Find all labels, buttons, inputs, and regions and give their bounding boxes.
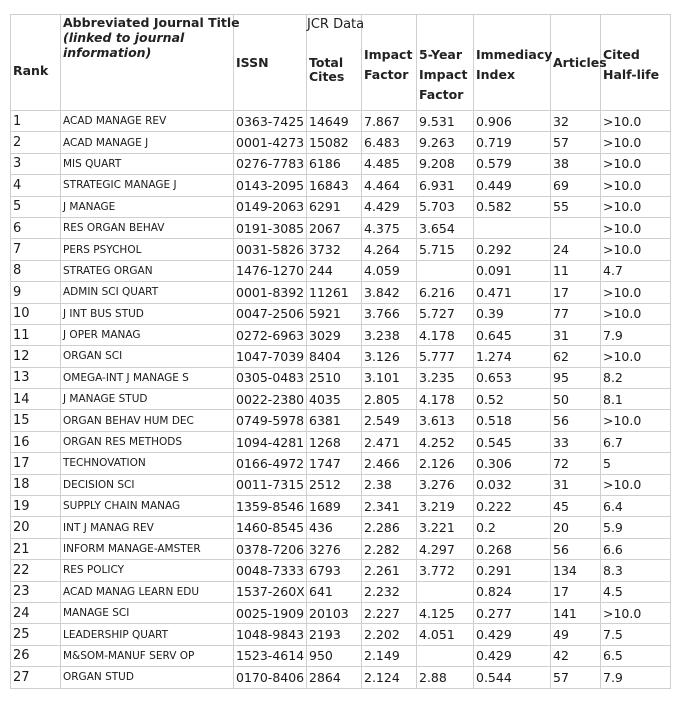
immediacy-index-cell: 0.824 xyxy=(474,581,551,602)
immediacy-index-cell: 0.032 xyxy=(474,474,551,495)
journal-title-link[interactable]: ADMIN SCI QUART xyxy=(61,282,234,303)
table-row xyxy=(11,282,671,303)
articles-cell: 62 xyxy=(551,346,601,367)
journal-title-link[interactable]: PERS PSYCHOL xyxy=(61,239,234,260)
impact-factor-cell: 2.38 xyxy=(362,474,417,495)
five-year-impact-cell: 6.931 xyxy=(417,175,474,196)
rank-cell: 5 xyxy=(11,196,61,217)
articles-cell: 134 xyxy=(551,560,601,581)
impact-factor-cell: 2.124 xyxy=(362,667,417,688)
journal-title-link[interactable]: MIS QUART xyxy=(61,153,234,174)
cited-half-life-cell: 8.3 xyxy=(601,560,671,581)
issn-cell: 0276-7783 xyxy=(234,153,307,174)
issn-cell: 0272-6963 xyxy=(234,324,307,345)
rank-cell: 22 xyxy=(11,560,61,581)
total-cites-cell: 15082 xyxy=(307,132,362,153)
journal-title-link[interactable]: ORGAN BEHAV HUM DEC xyxy=(61,410,234,431)
immediacy-index-cell: 0.268 xyxy=(474,538,551,559)
immediacy-index-cell: 0.579 xyxy=(474,153,551,174)
impact-factor-cell: 3.766 xyxy=(362,303,417,324)
issn-cell: 1460-8545 xyxy=(234,517,307,538)
journal-title-link[interactable]: ORGAN SCI xyxy=(61,346,234,367)
journal-title-link[interactable]: M&SOM-MANUF SERV OP xyxy=(61,645,234,666)
articles-cell: 50 xyxy=(551,389,601,410)
total-cites-cell: 1747 xyxy=(307,453,362,474)
five-year-impact-cell: 5.777 xyxy=(417,346,474,367)
five-year-impact-cell: 3.654 xyxy=(417,217,474,238)
impact-factor-cell: 4.059 xyxy=(362,260,417,281)
immediacy-index-cell: 0.277 xyxy=(474,602,551,623)
total-cites-cell: 641 xyxy=(307,581,362,602)
issn-cell: 0378-7206 xyxy=(234,538,307,559)
cited-half-life-cell: 4.5 xyxy=(601,581,671,602)
journal-title-link[interactable]: MANAGE SCI xyxy=(61,602,234,623)
issn-cell: 0025-1909 xyxy=(234,602,307,623)
articles-cell: 33 xyxy=(551,431,601,452)
total-cites-cell: 5921 xyxy=(307,303,362,324)
cited-half-life-cell: 6.7 xyxy=(601,431,671,452)
five-year-impact-cell: 3.276 xyxy=(417,474,474,495)
issn-cell: 1047-7039 xyxy=(234,346,307,367)
journal-title-link[interactable]: J INT BUS STUD xyxy=(61,303,234,324)
impact-factor-cell: 7.867 xyxy=(362,111,417,132)
table-row xyxy=(11,111,671,132)
journal-title-link[interactable]: LEADERSHIP QUART xyxy=(61,624,234,645)
articles-cell: 38 xyxy=(551,153,601,174)
issn-header: ISSN xyxy=(234,15,307,111)
table-row xyxy=(11,389,671,410)
five-year-impact-cell: 4.252 xyxy=(417,431,474,452)
five-year-impact-cell: 9.208 xyxy=(417,153,474,174)
total-cites-cell: 3276 xyxy=(307,538,362,559)
rank-cell: 12 xyxy=(11,346,61,367)
impact-factor-cell: 3.126 xyxy=(362,346,417,367)
cited-half-life-cell: >10.0 xyxy=(601,410,671,431)
journal-title-header xyxy=(61,15,240,111)
articles-cell: 17 xyxy=(551,282,601,303)
five-year-impact-cell: 9.531 xyxy=(417,111,474,132)
articles-cell: 77 xyxy=(551,303,601,324)
immediacy-index-cell: 0.306 xyxy=(474,453,551,474)
issn-cell: 0305-0483 xyxy=(234,367,307,388)
immediacy-index-cell: 0.544 xyxy=(474,667,551,688)
cited-half-life-cell: 6.5 xyxy=(601,645,671,666)
issn-cell: 0001-8392 xyxy=(234,282,307,303)
five-year-impact-cell: 4.051 xyxy=(417,624,474,645)
table-row xyxy=(11,538,671,559)
cited-half-life-cell: >10.0 xyxy=(601,602,671,623)
articles-cell: 49 xyxy=(551,624,601,645)
impact-factor-cell: 2.341 xyxy=(362,496,417,517)
rank-cell: 2 xyxy=(11,132,61,153)
articles-cell: 31 xyxy=(551,474,601,495)
issn-cell: 0011-7315 xyxy=(234,474,307,495)
impact-factor-cell: 6.483 xyxy=(362,132,417,153)
total-cites-cell: 6381 xyxy=(307,410,362,431)
rank-cell: 6 xyxy=(11,217,61,238)
immediacy-index-cell: 0.291 xyxy=(474,560,551,581)
total-cites-cell: 6291 xyxy=(307,196,362,217)
total-cites-header: JCR Data Total Cites xyxy=(307,15,362,111)
table-header-row xyxy=(11,15,671,111)
articles-cell: 56 xyxy=(551,410,601,431)
cited-half-life-cell: 8.1 xyxy=(601,389,671,410)
five-year-impact-cell: 6.216 xyxy=(417,282,474,303)
table-row xyxy=(11,132,671,153)
jcr-data-group-label: JCR Data xyxy=(307,17,365,32)
total-cites-cell: 20103 xyxy=(307,602,362,623)
table-row xyxy=(11,453,671,474)
articles-cell: 95 xyxy=(551,367,601,388)
cited-half-life-cell: >10.0 xyxy=(601,282,671,303)
journal-title-link[interactable]: TECHNOVATION xyxy=(61,453,234,474)
table-row xyxy=(11,581,671,602)
rank-cell: 11 xyxy=(11,324,61,345)
total-cites-cell: 2512 xyxy=(307,474,362,495)
journal-title-link[interactable]: OMEGA-INT J MANAGE S xyxy=(61,367,234,388)
impact-factor-cell: 4.264 xyxy=(362,239,417,260)
journal-title-link[interactable]: RES ORGAN BEHAV xyxy=(61,217,234,238)
cited-half-life-cell: >10.0 xyxy=(601,196,671,217)
issn-cell: 1094-4281 xyxy=(234,431,307,452)
impact-factor-cell: 3.238 xyxy=(362,324,417,345)
issn-cell: 1523-4614 xyxy=(234,645,307,666)
total-cites-cell: 8404 xyxy=(307,346,362,367)
articles-cell: 11 xyxy=(551,260,601,281)
articles-cell: 57 xyxy=(551,132,601,153)
issn-cell: 0170-8406 xyxy=(234,667,307,688)
five-year-impact-cell: 2.88 xyxy=(417,667,474,688)
five-year-impact-cell: 4.297 xyxy=(417,538,474,559)
total-cites-cell: 6793 xyxy=(307,560,362,581)
five-year-impact-cell: 5.715 xyxy=(417,239,474,260)
five-year-impact-cell: 3.613 xyxy=(417,410,474,431)
immediacy-index-cell: 0.449 xyxy=(474,175,551,196)
total-cites-cell: 3029 xyxy=(307,324,362,345)
five-year-impact-cell: 3.221 xyxy=(417,517,474,538)
table-row xyxy=(11,346,671,367)
rank-header: Rank xyxy=(11,15,61,111)
rank-cell: 19 xyxy=(11,496,61,517)
cited-half-life-cell: >10.0 xyxy=(601,474,671,495)
journal-title-link[interactable]: DECISION SCI xyxy=(61,474,234,495)
articles-cell: 141 xyxy=(551,602,601,623)
table-row xyxy=(11,410,671,431)
cited-half-life-cell: >10.0 xyxy=(601,303,671,324)
cited-half-life-cell: 7.9 xyxy=(601,324,671,345)
total-cites-cell: 436 xyxy=(307,517,362,538)
cited-half-life-cell: >10.0 xyxy=(601,217,671,238)
journal-title-header-sublabel: (linked to journal information) xyxy=(63,30,185,60)
immediacy-index-cell: 0.091 xyxy=(474,260,551,281)
table-body xyxy=(11,111,671,689)
rank-cell: 15 xyxy=(11,410,61,431)
rank-cell: 4 xyxy=(11,175,61,196)
rank-cell: 26 xyxy=(11,645,61,666)
impact-factor-cell: 2.805 xyxy=(362,389,417,410)
five-year-impact-cell xyxy=(417,581,474,602)
journal-title-link[interactable]: ACAD MANAGE J xyxy=(61,132,234,153)
articles-cell: 17 xyxy=(551,581,601,602)
total-cites-cell: 2193 xyxy=(307,624,362,645)
journal-ranking-table-container xyxy=(10,14,670,689)
journal-title-link[interactable]: ORGAN RES METHODS xyxy=(61,431,234,452)
table-row xyxy=(11,560,671,581)
articles-cell xyxy=(551,217,601,238)
table-row xyxy=(11,517,671,538)
immediacy-index-cell: 0.292 xyxy=(474,239,551,260)
total-cites-cell: 950 xyxy=(307,645,362,666)
journal-title-link[interactable]: INT J MANAG REV xyxy=(61,517,234,538)
articles-cell: 32 xyxy=(551,111,601,132)
total-cites-cell: 16843 xyxy=(307,175,362,196)
cited-half-life-cell: 6.4 xyxy=(601,496,671,517)
immediacy-index-cell: 0.645 xyxy=(474,324,551,345)
total-cites-cell: 2864 xyxy=(307,667,362,688)
table-row xyxy=(11,260,671,281)
total-cites-cell: 1689 xyxy=(307,496,362,517)
cited-half-life-cell: 5 xyxy=(601,453,671,474)
cited-half-life-cell: >10.0 xyxy=(601,239,671,260)
impact-factor-cell: 2.286 xyxy=(362,517,417,538)
immediacy-index-cell: 0.653 xyxy=(474,367,551,388)
journal-title-link[interactable]: J OPER MANAG xyxy=(61,324,234,345)
cited-half-life-cell: 7.9 xyxy=(601,667,671,688)
cited-half-life-cell: >10.0 xyxy=(601,175,671,196)
rank-cell: 25 xyxy=(11,624,61,645)
table-row xyxy=(11,196,671,217)
journal-title-link[interactable]: STRATEGIC MANAGE J xyxy=(61,175,234,196)
rank-cell: 21 xyxy=(11,538,61,559)
issn-cell: 0191-3085 xyxy=(234,217,307,238)
articles-cell: 56 xyxy=(551,538,601,559)
articles-header: Articles xyxy=(551,15,601,111)
table-row xyxy=(11,602,671,623)
total-cites-cell: 1268 xyxy=(307,431,362,452)
journal-ranking-table xyxy=(10,14,671,689)
rank-cell: 24 xyxy=(11,602,61,623)
total-cites-cell: 2510 xyxy=(307,367,362,388)
cited-half-life-cell: >10.0 xyxy=(601,153,671,174)
five-year-impact-cell: 2.126 xyxy=(417,453,474,474)
table-row xyxy=(11,303,671,324)
immediacy-index-cell xyxy=(474,217,551,238)
immediacy-index-cell: 0.39 xyxy=(474,303,551,324)
journal-title-link[interactable]: J MANAGE xyxy=(61,196,234,217)
articles-cell: 31 xyxy=(551,324,601,345)
articles-cell: 69 xyxy=(551,175,601,196)
issn-cell: 0166-4972 xyxy=(234,453,307,474)
articles-cell: 45 xyxy=(551,496,601,517)
total-cites-cell: 3732 xyxy=(307,239,362,260)
journal-title-link[interactable]: ACAD MANAG LEARN EDU xyxy=(61,581,234,602)
impact-factor-cell: 3.842 xyxy=(362,282,417,303)
issn-cell: 0001-4273 xyxy=(234,132,307,153)
cited-half-life-cell: >10.0 xyxy=(601,346,671,367)
immediacy-index-cell: 0.719 xyxy=(474,132,551,153)
issn-cell: 1537-260X xyxy=(234,581,307,602)
articles-cell: 24 xyxy=(551,239,601,260)
issn-cell: 1048-9843 xyxy=(234,624,307,645)
table-row xyxy=(11,217,671,238)
cited-half-life-cell: >10.0 xyxy=(601,111,671,132)
five-year-impact-cell: 5.703 xyxy=(417,196,474,217)
cited-half-life-cell: 7.5 xyxy=(601,624,671,645)
impact-factor-cell: 2.549 xyxy=(362,410,417,431)
impact-factor-cell: 2.282 xyxy=(362,538,417,559)
table-row xyxy=(11,239,671,260)
five-year-impact-factor-header: 5-Year Impact Factor xyxy=(417,15,474,111)
immediacy-index-cell: 0.429 xyxy=(474,645,551,666)
articles-cell: 42 xyxy=(551,645,601,666)
impact-factor-cell: 4.485 xyxy=(362,153,417,174)
immediacy-index-cell: 0.906 xyxy=(474,111,551,132)
journal-title-link[interactable]: STRATEG ORGAN xyxy=(61,260,234,281)
immediacy-index-cell: 0.582 xyxy=(474,196,551,217)
rank-cell: 16 xyxy=(11,431,61,452)
issn-cell: 0363-7425 xyxy=(234,111,307,132)
immediacy-index-cell: 0.429 xyxy=(474,624,551,645)
impact-factor-cell: 4.375 xyxy=(362,217,417,238)
five-year-impact-cell: 4.178 xyxy=(417,324,474,345)
rank-cell: 1 xyxy=(11,111,61,132)
articles-cell: 57 xyxy=(551,667,601,688)
five-year-impact-cell xyxy=(417,260,474,281)
five-year-impact-cell xyxy=(417,645,474,666)
table-row xyxy=(11,474,671,495)
five-year-impact-cell: 3.772 xyxy=(417,560,474,581)
issn-cell: 0749-5978 xyxy=(234,410,307,431)
impact-factor-cell: 2.202 xyxy=(362,624,417,645)
journal-title-link[interactable]: J MANAGE STUD xyxy=(61,389,234,410)
total-cites-cell: 6186 xyxy=(307,153,362,174)
table-row xyxy=(11,431,671,452)
table-row xyxy=(11,324,671,345)
rank-cell: 17 xyxy=(11,453,61,474)
five-year-impact-cell: 3.235 xyxy=(417,367,474,388)
rank-cell: 23 xyxy=(11,581,61,602)
rank-cell: 7 xyxy=(11,239,61,260)
rank-cell: 10 xyxy=(11,303,61,324)
table-row xyxy=(11,153,671,174)
issn-cell: 0048-7333 xyxy=(234,560,307,581)
five-year-impact-cell: 5.727 xyxy=(417,303,474,324)
rank-cell: 18 xyxy=(11,474,61,495)
total-cites-cell: 14649 xyxy=(307,111,362,132)
immediacy-index-cell: 0.545 xyxy=(474,431,551,452)
issn-cell: 0031-5826 xyxy=(234,239,307,260)
articles-cell: 55 xyxy=(551,196,601,217)
impact-factor-cell: 3.101 xyxy=(362,367,417,388)
issn-cell: 0022-2380 xyxy=(234,389,307,410)
total-cites-cell: 244 xyxy=(307,260,362,281)
impact-factor-header: Impact Factor xyxy=(362,15,417,111)
issn-cell: 0149-2063 xyxy=(234,196,307,217)
immediacy-index-cell: 0.52 xyxy=(474,389,551,410)
rank-cell: 27 xyxy=(11,667,61,688)
impact-factor-cell: 2.149 xyxy=(362,645,417,666)
impact-factor-cell: 2.466 xyxy=(362,453,417,474)
issn-cell: 1359-8546 xyxy=(234,496,307,517)
impact-factor-cell: 2.232 xyxy=(362,581,417,602)
cited-half-life-header: Cited Half-life xyxy=(601,15,671,111)
immediacy-index-header: Immediacy Index xyxy=(474,15,551,111)
journal-title-link[interactable]: RES POLICY xyxy=(61,560,234,581)
table-row xyxy=(11,496,671,517)
impact-factor-cell: 2.261 xyxy=(362,560,417,581)
table-row xyxy=(11,645,671,666)
immediacy-index-cell: 0.2 xyxy=(474,517,551,538)
journal-title-link[interactable]: SUPPLY CHAIN MANAG xyxy=(61,496,234,517)
articles-cell: 72 xyxy=(551,453,601,474)
total-cites-cell: 4035 xyxy=(307,389,362,410)
cited-half-life-cell: 5.9 xyxy=(601,517,671,538)
impact-factor-cell: 4.429 xyxy=(362,196,417,217)
cited-half-life-cell: >10.0 xyxy=(601,132,671,153)
total-cites-cell: 11261 xyxy=(307,282,362,303)
articles-cell: 20 xyxy=(551,517,601,538)
rank-cell: 9 xyxy=(11,282,61,303)
journal-title-link[interactable]: ACAD MANAGE REV xyxy=(61,111,234,132)
table-row xyxy=(11,367,671,388)
rank-cell: 14 xyxy=(11,389,61,410)
journal-title-link[interactable]: INFORM MANAGE-AMSTER xyxy=(61,538,234,559)
total-cites-cell: 2067 xyxy=(307,217,362,238)
five-year-impact-cell: 9.263 xyxy=(417,132,474,153)
immediacy-index-cell: 0.471 xyxy=(474,282,551,303)
issn-cell: 0047-2506 xyxy=(234,303,307,324)
cited-half-life-cell: 4.7 xyxy=(601,260,671,281)
table-row xyxy=(11,624,671,645)
rank-cell: 20 xyxy=(11,517,61,538)
issn-cell: 1476-1270 xyxy=(234,260,307,281)
impact-factor-cell: 2.471 xyxy=(362,431,417,452)
rank-cell: 13 xyxy=(11,367,61,388)
table-row xyxy=(11,175,671,196)
immediacy-index-cell: 0.222 xyxy=(474,496,551,517)
immediacy-index-cell: 1.274 xyxy=(474,346,551,367)
five-year-impact-cell: 3.219 xyxy=(417,496,474,517)
rank-cell: 8 xyxy=(11,260,61,281)
cited-half-life-cell: 8.2 xyxy=(601,367,671,388)
impact-factor-cell: 4.464 xyxy=(362,175,417,196)
five-year-impact-cell: 4.125 xyxy=(417,602,474,623)
journal-title-header-label: Abbreviated Journal Title xyxy=(63,15,240,30)
immediacy-index-cell: 0.518 xyxy=(474,410,551,431)
journal-title-link[interactable]: ORGAN STUD xyxy=(61,667,234,688)
five-year-impact-cell: 4.178 xyxy=(417,389,474,410)
cited-half-life-cell: 6.6 xyxy=(601,538,671,559)
impact-factor-cell: 2.227 xyxy=(362,602,417,623)
rank-cell: 3 xyxy=(11,153,61,174)
issn-cell: 0143-2095 xyxy=(234,175,307,196)
table-row xyxy=(11,667,671,688)
